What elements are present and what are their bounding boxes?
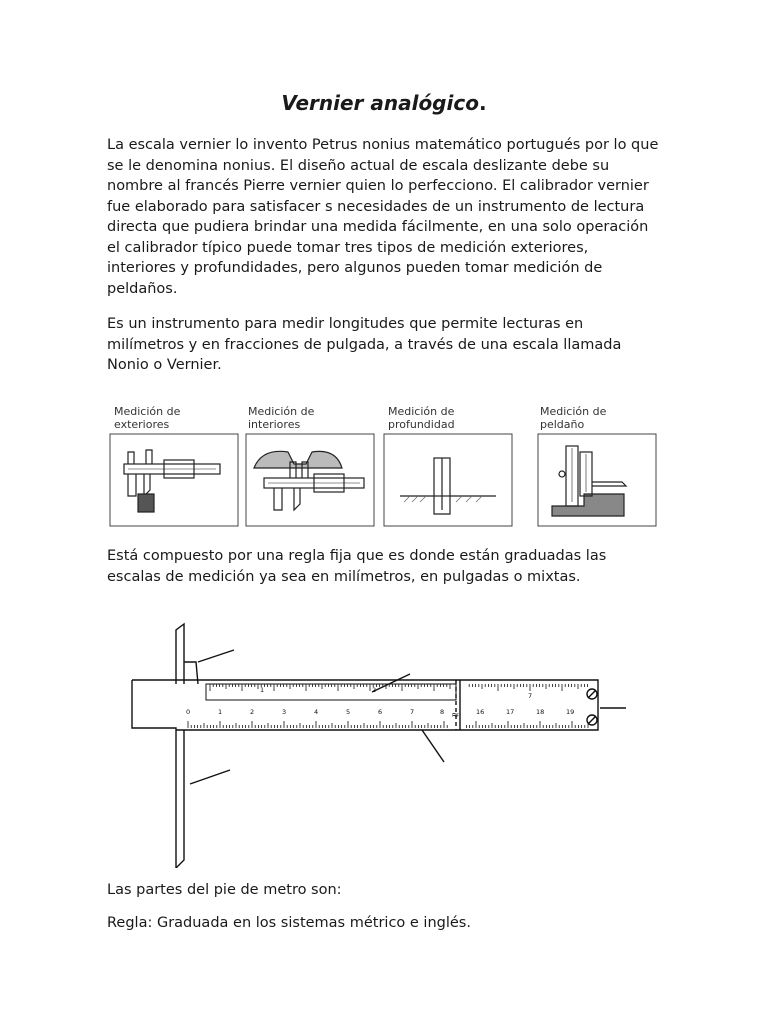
scale-number-17: 17: [506, 708, 515, 716]
paragraph-composition: Está compuesto por una regla fija que es donde están graduadas las escalas de medición ya sea en milímetros, en pulgadas o mixtas.: [107, 548, 607, 585]
fixed-jaw-outline: [132, 680, 176, 868]
panel-label-exteriores-line1: Medición de: [114, 405, 181, 418]
caliper-interiores-illustration: [254, 451, 364, 510]
page-title: Vernier analógico.: [281, 91, 487, 115]
vernier-tick-marks: [210, 684, 588, 691]
paragraph-parts-intro: Las partes del pie de metro son:: [107, 882, 342, 898]
scale-number-1: 1: [218, 708, 223, 716]
panel-label-exteriores-line2: exteriores: [114, 418, 170, 431]
scale-number-6: 6: [378, 708, 383, 716]
upper-jaw-outline: [176, 624, 184, 684]
scale-number-8: 8: [440, 708, 445, 716]
pointer-vernier-scale: [372, 674, 410, 692]
scale-number-16: 16: [476, 708, 485, 716]
top-scale-number-2: 2: [372, 686, 377, 694]
pointer-main-scale: [422, 730, 444, 762]
top-scale-number-7: 7: [528, 692, 533, 700]
scale-number-2: 2: [250, 708, 255, 716]
panel-frame-exteriores: [110, 434, 238, 526]
caliper-diagram: [110, 622, 640, 868]
top-scale-number-1: 1: [260, 686, 265, 694]
panel-frame-profundidad: [384, 434, 512, 526]
scale-number-5: 5: [346, 708, 351, 716]
scale-number-19: 19: [566, 708, 575, 716]
panel-label-peldano-line1: Medición de: [540, 405, 607, 418]
pointer-upper-jaw: [198, 650, 234, 662]
panel-label-interiores-line2: interiores: [248, 418, 301, 431]
paragraph-history: La escala vernier lo invento Petrus nonius matemático portugués por lo que se le denomina nonius. El diseño actual de escala deslizante debe su nombre al francés Pierre vernier quien lo perfecciono. El calibrador vernier fue elaborado para satisfacer s necesidades de un instrumento de lectura directa que pudiera brindar una medida fácilmente, en una solo operación el calibrador típico puede tomar tres tipos de medición exteriores, interiores y profundidades, pero algunos pueden tomar medición de peldaños.: [107, 137, 659, 297]
vernier-slider-outline: [206, 684, 456, 700]
measurement-types-figure: [104, 398, 660, 530]
scale-number-0: 0: [186, 708, 191, 716]
pointer-lower-jaw: [190, 770, 230, 784]
panel-label-peldano-line2: peldaño: [540, 418, 585, 431]
scale-number-7: 7: [410, 708, 415, 716]
panel-label-profundidad-line2: profundidad: [388, 418, 455, 431]
main-beam-outline: [132, 680, 598, 730]
scale-break-symbol: ≈: [451, 710, 460, 721]
caliper-exteriores-illustration: [124, 450, 220, 512]
panel-label-interiores-line1: Medición de: [248, 405, 315, 418]
paragraph-regla: Regla: Graduada en los sistemas métrico e inglés.: [107, 915, 471, 931]
panel-frame-interiores: [246, 434, 374, 526]
caliper-profundidad-illustration: [400, 458, 496, 514]
paragraph-definition: Es un instrumento para medir longitudes que permite lecturas en milímetros y en fracciones de pulgada, a través de una escala llamada Nonio o Vernier.: [107, 316, 622, 373]
scale-number-3: 3: [282, 708, 287, 716]
main-scale-tick-marks: [188, 721, 588, 728]
scale-number-18: 18: [536, 708, 545, 716]
panel-label-profundidad-line1: Medición de: [388, 405, 455, 418]
lower-jaw-outline: [176, 730, 184, 868]
scale-number-4: 4: [314, 708, 319, 716]
caliper-peldano-illustration: [552, 446, 626, 516]
